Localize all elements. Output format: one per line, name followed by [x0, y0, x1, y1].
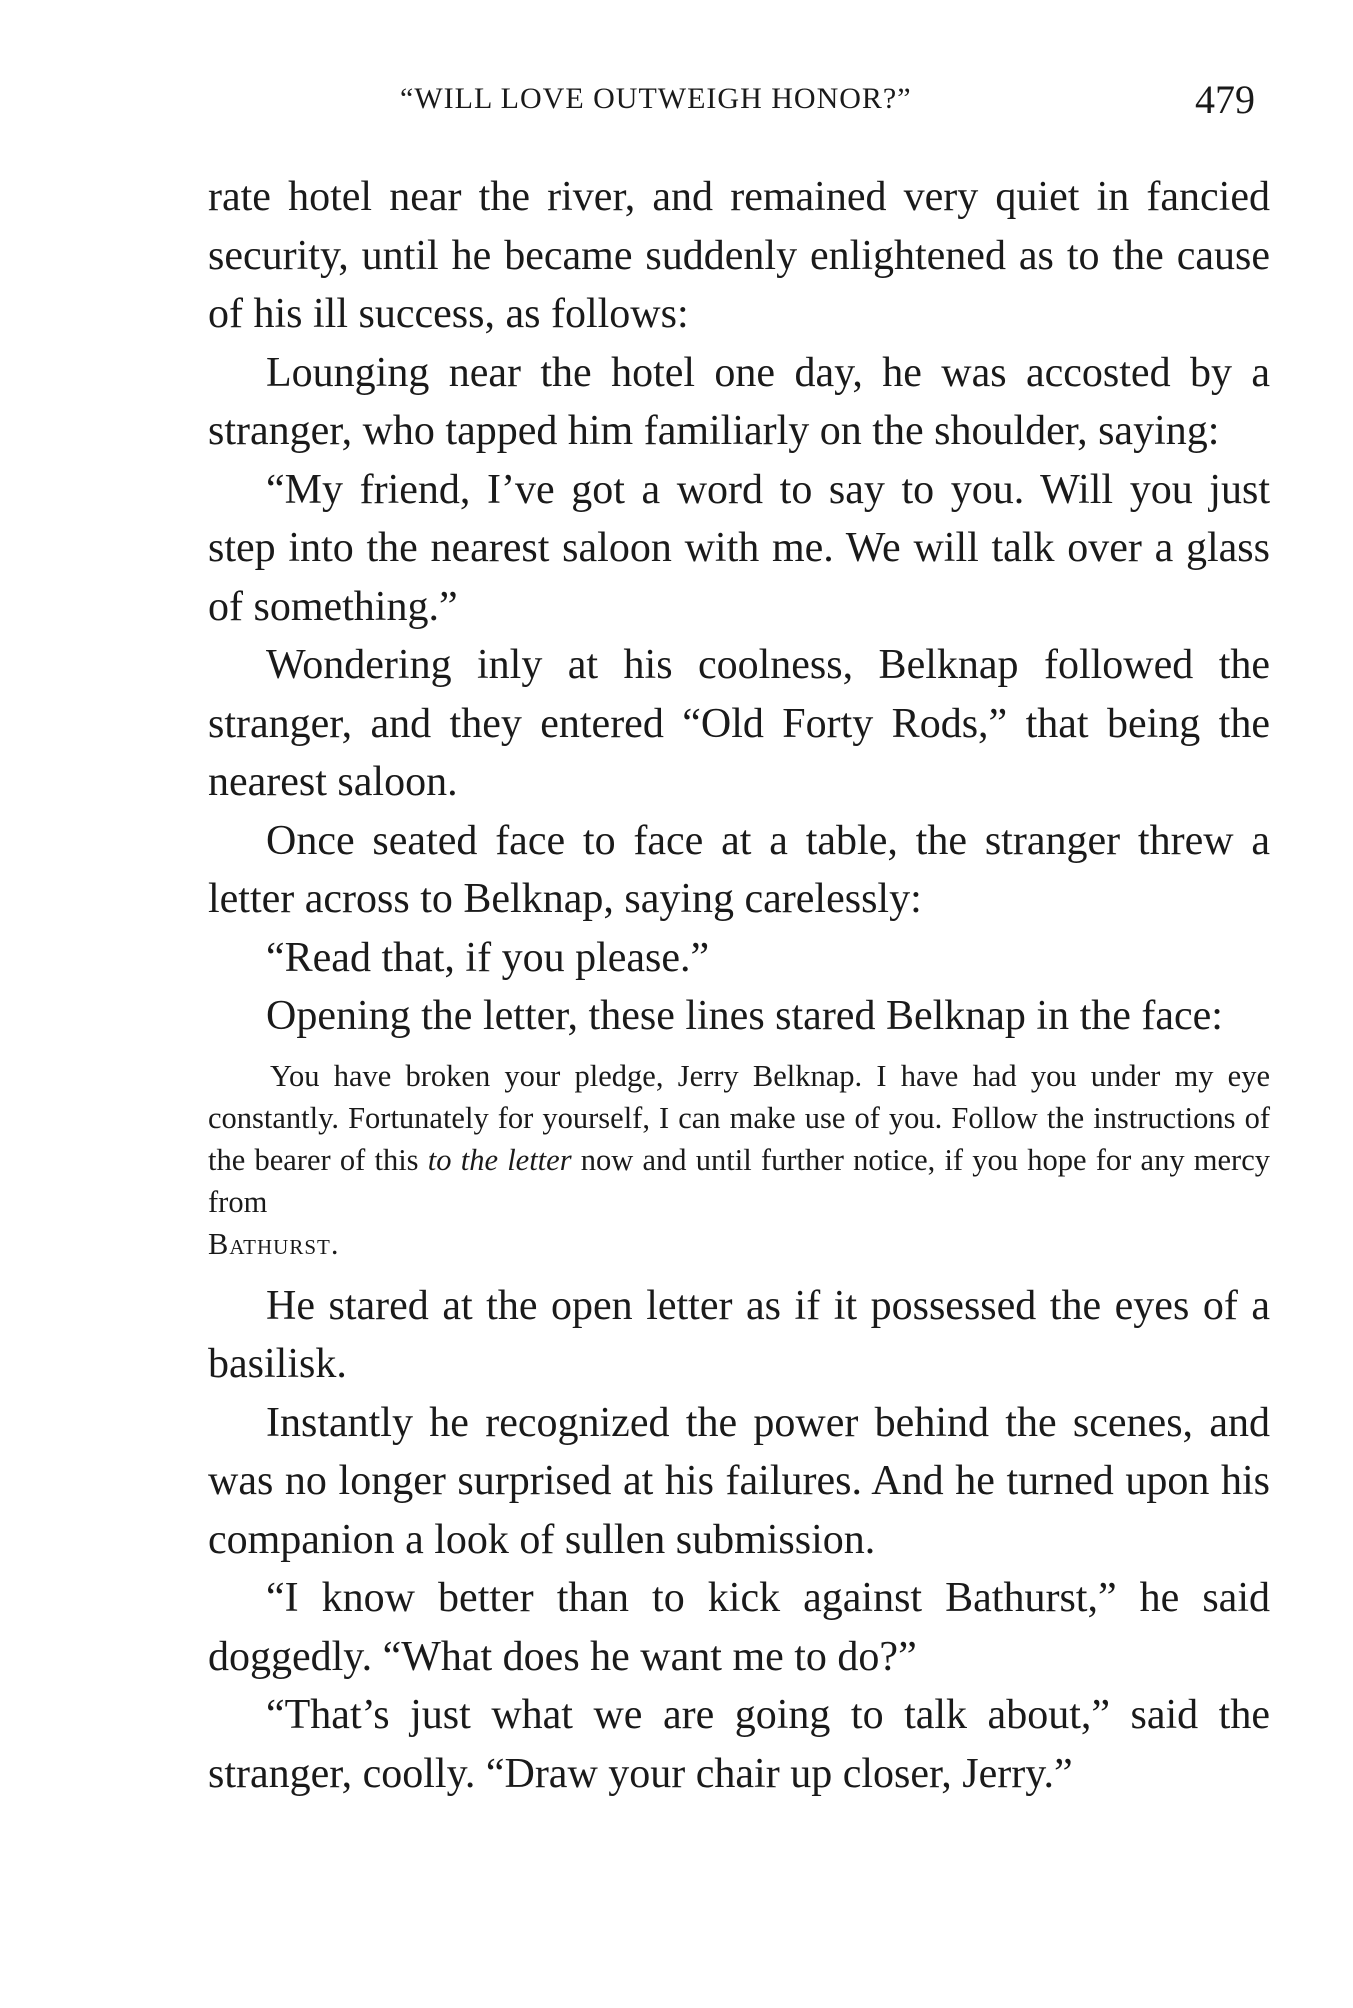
page-number: 479 [1195, 77, 1255, 122]
paragraph: Instantly he recognized the power behind the scenes, and was no longer surprised at his failures. And he turned upon his companion a look of sullen submission. [208, 1399, 1270, 1563]
letter-body [208, 1055, 1270, 1223]
letter-signature: Bathurst. [208, 1226, 340, 1261]
quoted-letter [208, 1055, 1270, 1265]
paragraph: “I know better than to kick against Bathurst,” he said doggedly. “What does he want me to do?” [208, 1575, 1270, 1680]
paragraph: Once seated face to face at a table, the stranger threw a letter across to Belknap, saying carelessly: [208, 817, 1270, 922]
paragraph: Opening the letter, these lines stared Belknap in the face: [266, 993, 1223, 1039]
paragraph: Wondering inly at his coolness, Belknap followed the stranger, and they entered “Old Forty Rods,” that being the nearest saloon. [208, 642, 1270, 805]
paragraph: “Read that, if you please.” [266, 934, 710, 981]
letter-text-before: You have broken your pledge, Jerry Belknap. I have had you under my eye constantly. Fortunately for yourself, I can make use of you. Follow the instructions of the bearer of this [208, 1058, 1270, 1177]
paragraph: “That’s just what we are going to talk about,” said the stranger, coolly. “Draw your chair up closer, Jerry.” [208, 1692, 1270, 1797]
body-text [208, 168, 1270, 1803]
page-header [0, 76, 1353, 126]
letter-text-after: now and until further notice, if you hope for any mercy from [208, 1142, 1271, 1219]
letter-italic-text: to the letter [427, 1142, 572, 1177]
paragraph: “My friend, I’ve got a word to say to you. Will you just step into the nearest saloon with me. We will talk over a glass of something.” [208, 466, 1270, 630]
paragraph: Lounging near the hotel one day, he was accosted by a stranger, who tapped him familiarly on the shoulder, saying: [208, 349, 1270, 454]
running-title: “WILL LOVE OUTWEIGH HONOR?” [400, 82, 912, 115]
paragraph: rate hotel near the river, and remained very quiet in fancied security, until he became suddenly enlightened as to the cause of his ill success, as follows: [208, 174, 1270, 337]
paragraph: He stared at the open letter as if it possessed the eyes of a basilisk. [208, 1282, 1270, 1387]
